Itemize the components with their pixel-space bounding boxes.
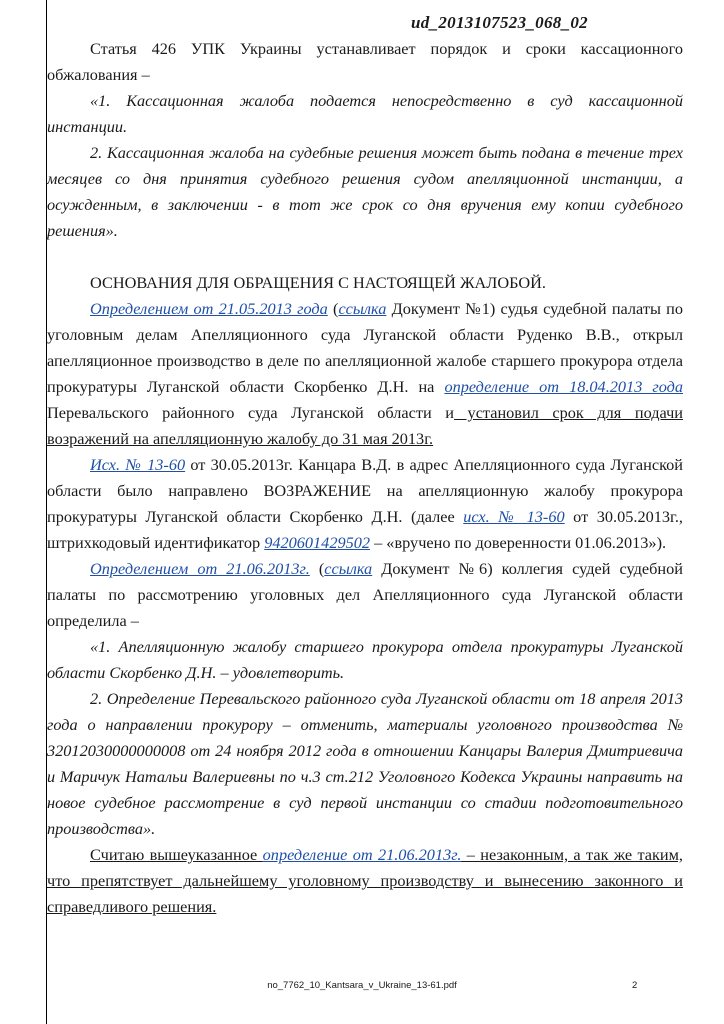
ruling-21-06-link-2[interactable]: определение от 21.06.2013г.: [262, 845, 462, 864]
reference-link[interactable]: ссылка: [324, 559, 373, 578]
text: Документ №6) коллегия судей судебной палаты по рассмотрению уголовных дел Апелляционного суда Луганской области определила –: [47, 559, 683, 630]
document-id: ud_2013107523_068_02: [411, 13, 588, 32]
text: – незаконным, а так же таким, что препятствует дальнейшему уголовному производству и вынесению законного и справедливого решения.: [47, 845, 684, 916]
text: Перевальского районного суда Луганской области и: [47, 403, 454, 422]
text: (: [327, 299, 339, 318]
ruling-21-05-link[interactable]: Определением от 21.05.2013 года: [90, 299, 328, 318]
text: от 30.05.2013г., штрихкодовый идентификатор: [47, 507, 683, 552]
ruling-21-06-link[interactable]: Определением от 21.06.2013г.: [90, 559, 310, 578]
document-body: [47, 36, 683, 920]
paragraph-ruling-21-05: [47, 296, 683, 452]
paragraph-conclusion: [47, 842, 683, 920]
ruling-18-04-link[interactable]: определение от 18.04.2013 года: [444, 377, 684, 396]
paragraph-article-426: Статья 426 УПК Украины устанавливает порядок и сроки кассационного обжалования –: [47, 39, 683, 84]
outgoing-13-60-link[interactable]: Исх. № 13-60: [90, 455, 186, 474]
footer-filename: no_7762_10_Kantsara_v_Ukraine_13-61.pdf: [267, 980, 457, 991]
quote-ruling-1: «1. Апелляционную жалобу старшего прокурора отдела прокуратуры Луганской области Скорбенко Д.Н. – удовлетворить.: [47, 637, 683, 682]
text: от 30.05.2013г. Канцара В.Д. в адрес Апелляционного суда Луганской области было направлено ВОЗРАЖЕНИЕ на апелляционную жалобу прокурора прокуратуры Луганской области Скорбенко Д.Н. (далее: [47, 455, 684, 526]
text: Считаю вышеуказанное: [90, 845, 263, 864]
text: Документ №1) судья судебной палаты по уголовным делам Апелляционного суда Луганской области Руденко В.В., открыл апелляционное производство в деле по апелляционной жалобе старшего прокурора отдела прокуратуры Луганской области Скорбенко Д.Н. на: [47, 299, 683, 396]
text: – «вручено по доверенности 01.06.2013»).: [370, 533, 667, 552]
page-number: 2: [632, 980, 638, 991]
barcode-link[interactable]: 9420601429502: [264, 533, 371, 552]
outgoing-13-60-link-2[interactable]: исх. № 13-60: [463, 507, 565, 526]
paragraph-objection: [47, 452, 683, 556]
text: (: [309, 559, 325, 578]
reference-link[interactable]: ссылка: [338, 299, 387, 318]
paragraph-ruling-21-06: [47, 556, 683, 634]
underlined-deadline-text: установил срок для подачи возражений на апелляционную жалобу до 31 мая 2013г.: [47, 403, 683, 448]
section-heading: ОСНОВАНИЯ ДЛЯ ОБРАЩЕНИЯ С НАСТОЯЩЕЙ ЖАЛОБОЙ.: [90, 273, 546, 292]
quote-paragraph-1: «1. Кассационная жалоба подается непосредственно в суд кассационной инстанции.: [47, 91, 683, 136]
quote-paragraph-2: 2. Кассационная жалоба на судебные решения может быть подана в течение трех месяцев со дня принятия судебного решения судом апелляционной инстанции, а осужденным, в заключении - в тот же срок со дня вручения ему копии судебного решения».: [47, 143, 683, 240]
quote-ruling-2: 2. Определение Перевальского районного суда Луганской области от 18 апреля 2013 года о направлении прокурору – отменить, материалы уголовного производства № 32012030000000008 от 24 ноября 2012 года в отношении Канцары Валерия Дмитриевича и Маричук Натальи Валериевны по ч.3 ст.212 Уголовного Кодекса Украины направить на новое судебное рассмотрение в суд первой инстанции со стадии подготовительного производства».: [47, 689, 683, 838]
